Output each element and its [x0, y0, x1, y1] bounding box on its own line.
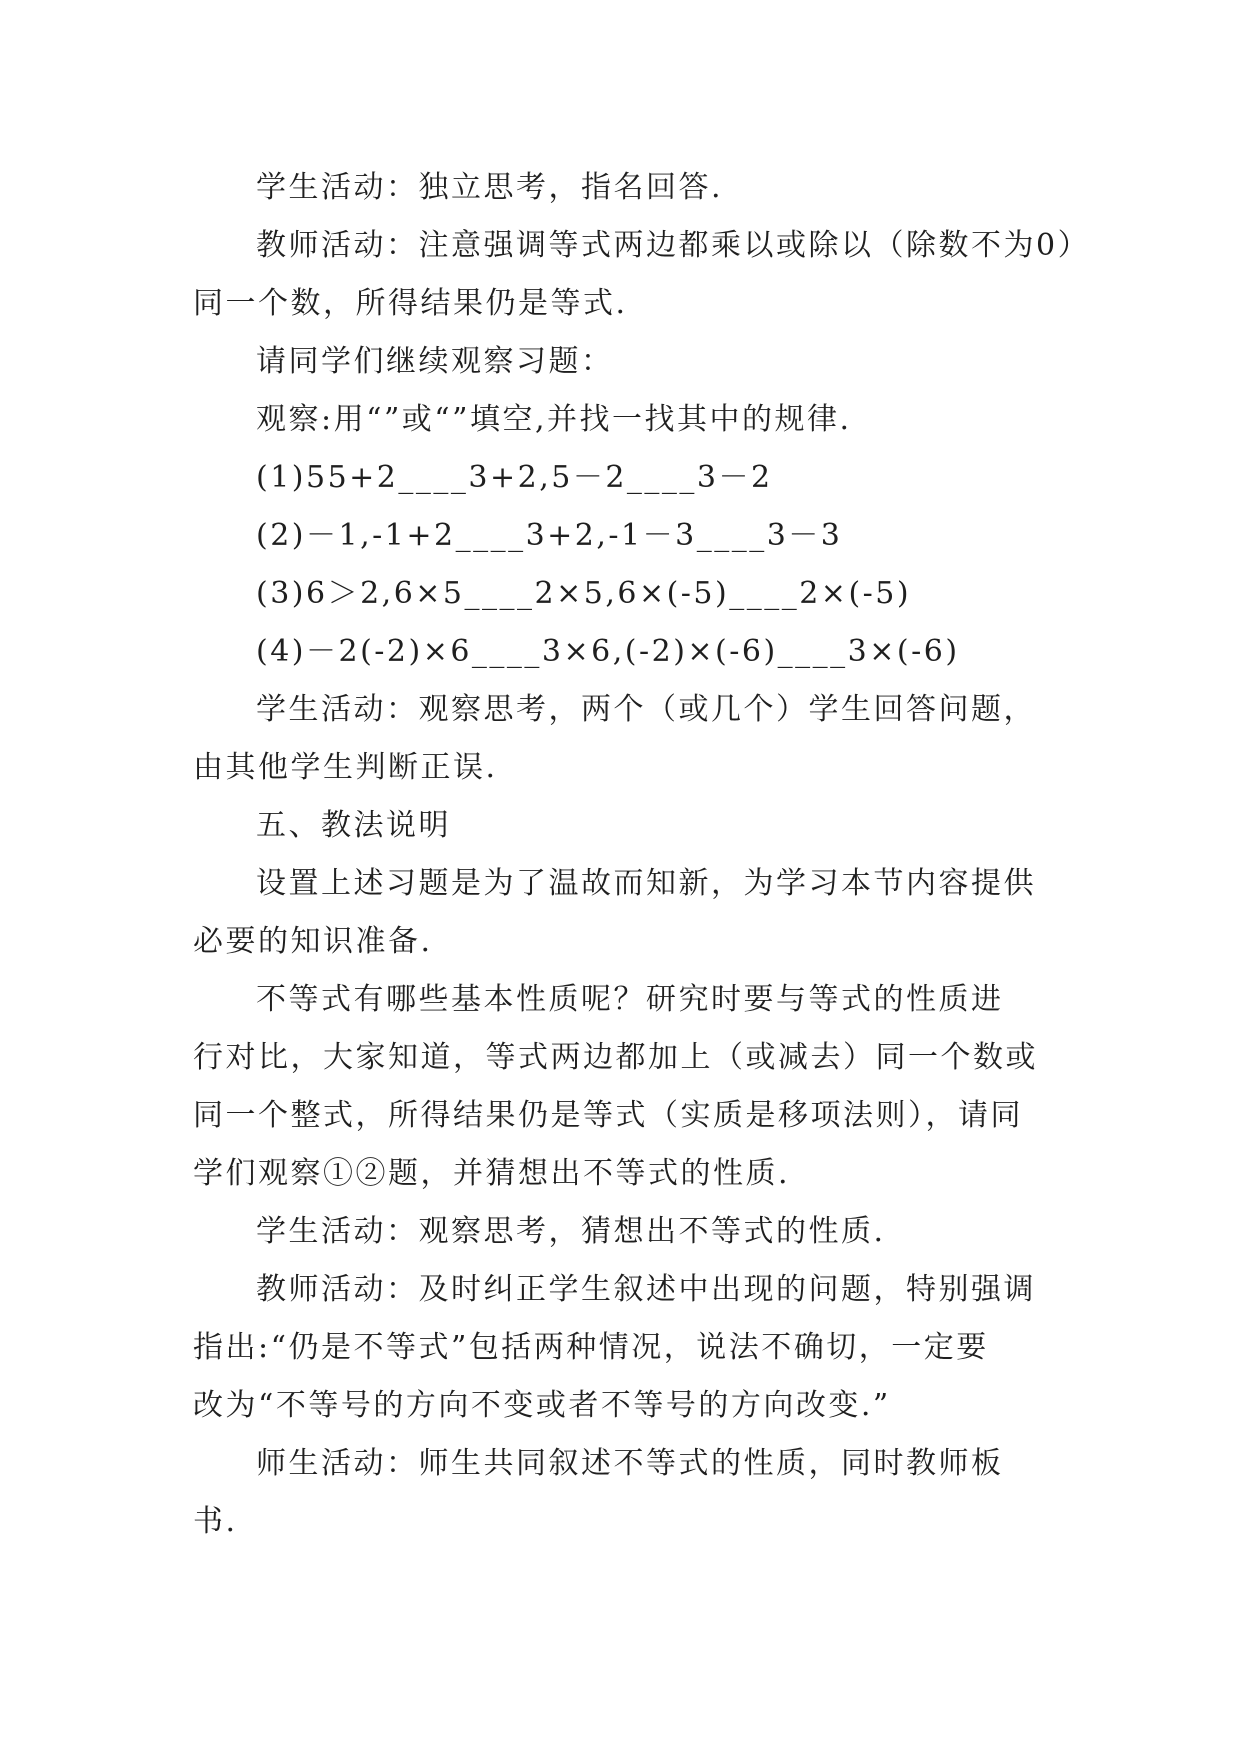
text-line: 设置上述习题是为了温故而知新，为学习本节内容提供 — [256, 866, 1036, 901]
text-line: 指出:“仍是不等式”包括两种情况，说法不确切，一定要 — [193, 1330, 989, 1365]
text-line: 师生活动：师生共同叙述不等式的性质，同时教师板 — [256, 1446, 1004, 1481]
text-line: 学生活动：观察思考，猜想出不等式的性质. — [256, 1214, 886, 1249]
text-line: 同一个整式，所得结果仍是等式（实质是移项法则），请同 — [193, 1098, 1023, 1133]
text-line: 必要的知识准备. — [193, 924, 433, 959]
text-line: 书. — [193, 1504, 238, 1539]
exercise-line: (2)－1,-1+2____3+2,-1－3____3－3 — [256, 518, 843, 553]
exercise-line: (1)55+2____3+2,5－2____3－2 — [256, 460, 773, 495]
text-line: 行对比，大家知道，等式两边都加上（或减去）同一个数或 — [193, 1040, 1038, 1075]
exercise-line: (4)－2(-2)×6____3×6,(-2)×(-6)____3×(-6) — [256, 634, 960, 669]
text-line: 学们观察①②题，并猜想出不等式的性质. — [193, 1156, 791, 1191]
text-line: 改为“不等号的方向不变或者不等号的方向改变.” — [193, 1388, 891, 1423]
text-line: 教师活动：及时纠正学生叙述中出现的问题，特别强调 — [256, 1272, 1036, 1307]
text-line: 教师活动：注意强调等式两边都乘以或除以（除数不为0） — [256, 228, 1091, 263]
text-line: 不等式有哪些基本性质呢？研究时要与等式的性质进 — [256, 982, 1004, 1017]
text-line: 由其他学生判断正误. — [193, 750, 498, 785]
text-line: 学生活动：独立思考，指名回答. — [256, 170, 724, 205]
text-line: 同一个数，所得结果仍是等式. — [193, 286, 628, 321]
text-line: 观察:用“”或“”填空,并找一找其中的规律. — [256, 402, 852, 437]
text-line: 学生活动：观察思考，两个（或几个）学生回答问题， — [256, 692, 1036, 727]
exercise-line: (3)6＞2,6×5____2×5,6×(-5)____2×(-5) — [256, 576, 912, 611]
section-heading: 五、教法说明 — [256, 808, 451, 843]
text-line: 请同学们继续观察习题： — [256, 344, 614, 379]
